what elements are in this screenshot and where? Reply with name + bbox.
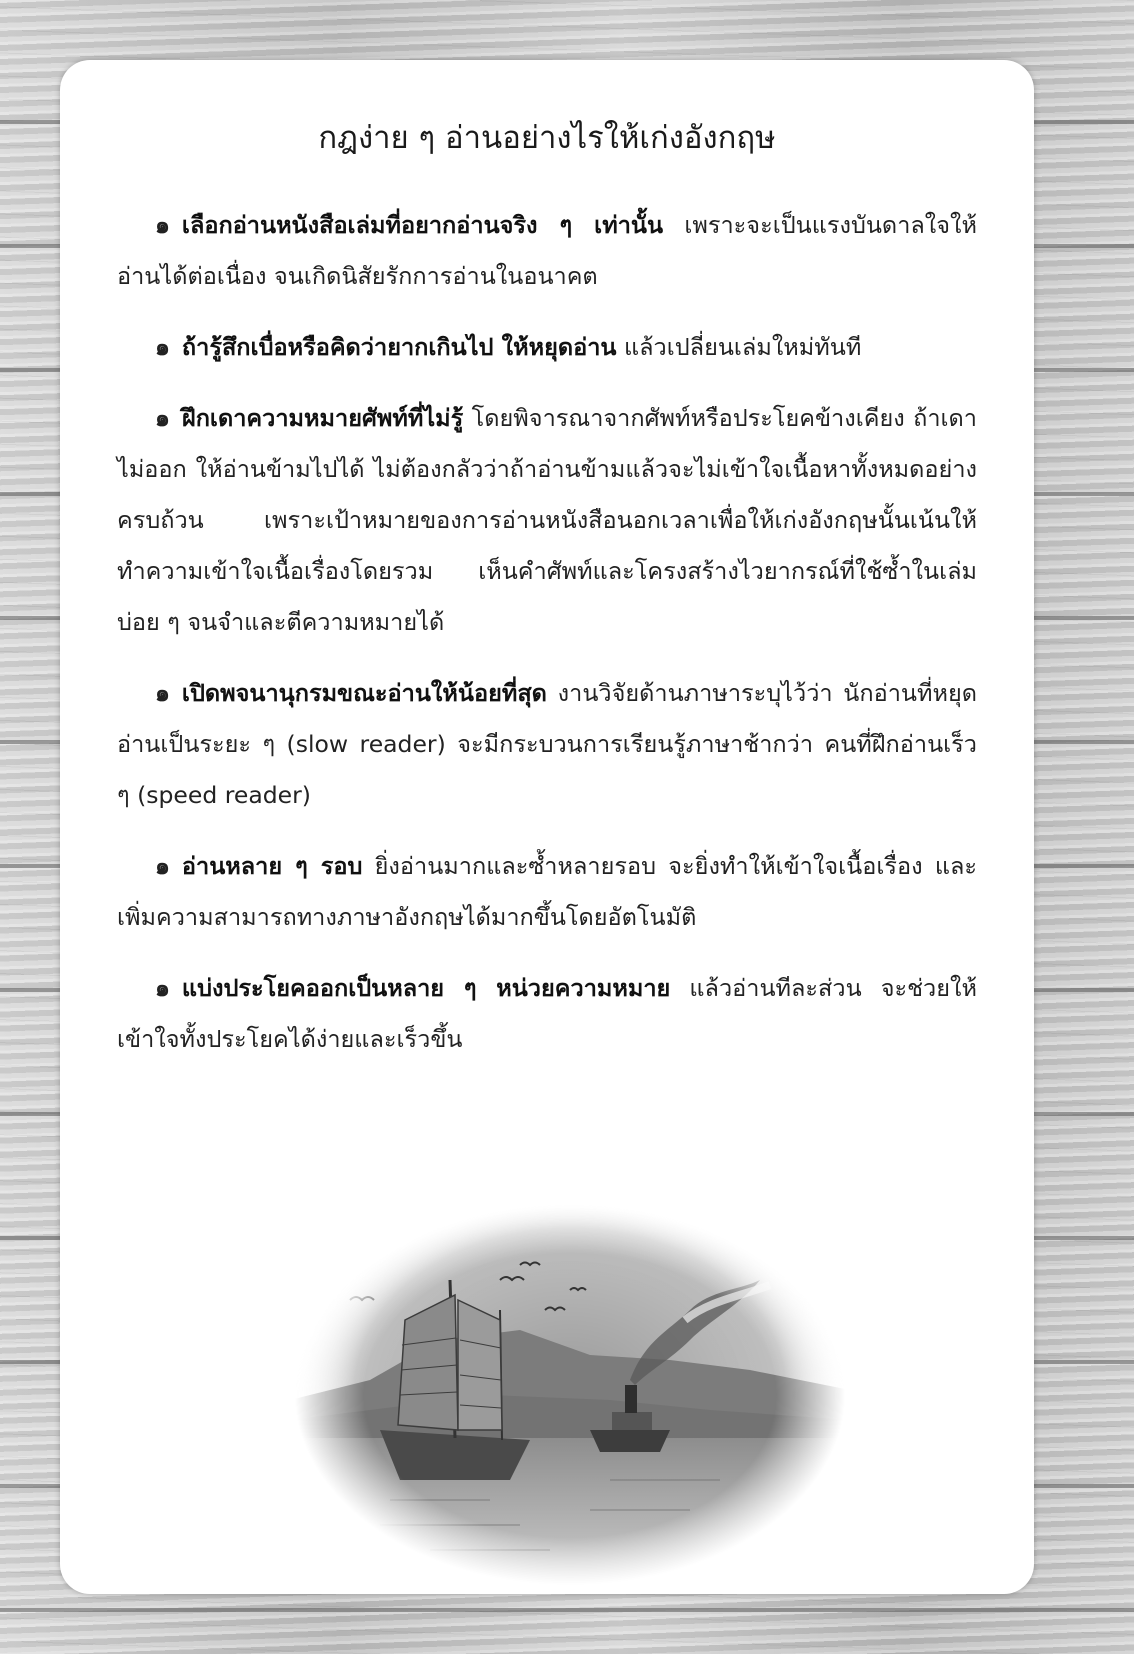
ships-illustration: [290, 1180, 850, 1600]
rule-item: [117, 393, 977, 648]
rule-bullet: ๑: [155, 333, 170, 361]
rule-text: งานวิจัยด้านภาษาระบุไว้ว่า นักอ่านที่หยุดอ่านเป็นระยะ ๆ (slow reader) จะมีกระบวนการเรียนรู้ภาษาช้ากว่า คนที่ฝึกอ่านเร็ว ๆ (speed reader): [117, 679, 977, 809]
rules-list: [117, 200, 977, 1085]
rule-heading: อ่านหลาย ๆ รอบ: [181, 852, 363, 880]
rule-item: [117, 668, 977, 821]
rule-heading: ฝึกเดาความหมายศัพท์ที่ไม่รู้: [181, 404, 464, 432]
page-card: [60, 60, 1034, 1594]
rule-item: [117, 322, 977, 373]
rule-item: [117, 200, 977, 302]
rule-heading: แบ่งประโยคออกเป็นหลาย ๆ หน่วยความหมาย: [181, 974, 671, 1002]
rule-bullet: ๑: [155, 404, 170, 432]
rule-bullet: ๑: [155, 974, 170, 1002]
rule-item: [117, 963, 977, 1065]
rule-text: แล้วเปลี่ยนเล่มใหม่ทันที: [616, 333, 862, 361]
rule-bullet: ๑: [155, 852, 170, 880]
rule-text: เพราะจะเป็นแรงบันดาลใจให้อ่านได้ต่อเนื่อง จนเกิดนิสัยรักการอ่านในอนาคต: [117, 211, 977, 290]
rule-text: โดยพิจารณาจากศัพท์หรือประโยคข้างเคียง ถ้าเดาไม่ออก ให้อ่านข้ามไปได้ ไม่ต้องกลัวว่าถ้าอ่านข้ามแล้วจะไม่เข้าใจเนื้อหาทั้งหมดอย่างครบถ้วน เพราะเป้าหมายของการอ่านหนังสือนอกเวลาเพื่อให้เก่งอังกฤษนั้นเน้นให้ทำความเข้าใจเนื้อเรื่องโดยรวม เห็นคำศัพท์และโครงสร้างไวยากรณ์ที่ใช้ซ้ำในเล่มบ่อย ๆ จนจำและตีความหมายได้: [117, 404, 977, 636]
rule-text: แล้วอ่านทีละส่วน จะช่วยให้เข้าใจทั้งประโยคได้ง่ายและเร็วขึ้น: [117, 974, 977, 1053]
rule-bullet: ๑: [155, 679, 170, 707]
rule-heading: เปิดพจนานุกรมขณะอ่านให้น้อยที่สุด: [181, 679, 547, 707]
page-title: กฎง่าย ๆ อ่านอย่างไรให้เก่งอังกฤษ: [318, 120, 776, 156]
rule-item: [117, 841, 977, 943]
rule-text: ยิ่งอ่านมากและซ้ำหลายรอบ จะยิ่งทำให้เข้าใจเนื้อเรื่อง และเพิ่มความสามารถทางภาษาอังกฤษได้มากขึ้นโดยอัตโนมัติ: [117, 852, 977, 931]
rule-heading: เลือกอ่านหนังสือเล่มที่อยากอ่านจริง ๆ เท่านั้น: [181, 211, 664, 239]
rule-heading: ถ้ารู้สึกเบื่อหรือคิดว่ายากเกินไป ให้หยุดอ่าน: [181, 333, 617, 361]
rule-bullet: ๑: [155, 211, 170, 239]
